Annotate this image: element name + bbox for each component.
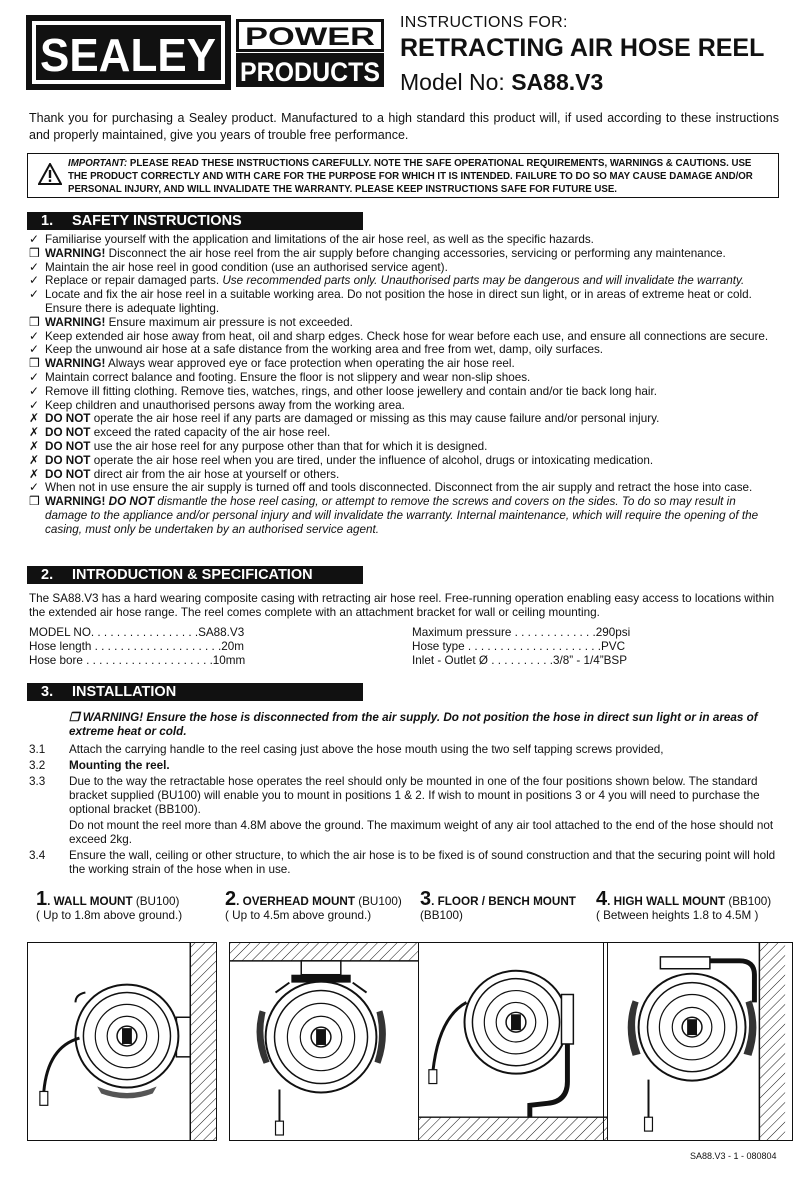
model-number: SA88.V3 (511, 69, 604, 95)
safety-item (29, 247, 781, 261)
safety-item-body: Maintain correct balance and footing. Ensure the floor is not slippery and wear non-slip shoes. (45, 370, 531, 384)
mount-note: (BB100) (420, 909, 463, 922)
safety-item-text (45, 440, 781, 454)
step-text: Attach the carrying handle to the reel casing just above the hose mouth using the two self tapping screws provided, (69, 743, 664, 756)
sealey-logo (26, 15, 231, 90)
important-box (27, 153, 779, 198)
safety-item-emphasis: DO NOT (45, 412, 91, 426)
safety-item (29, 371, 781, 385)
warning-box-icon: ❒ (29, 494, 40, 509)
power-products-logo (236, 19, 384, 87)
safety-item (29, 330, 781, 344)
overhead-mount-illustration (229, 942, 419, 1141)
safety-item-text (45, 274, 781, 288)
safety-item-emphasis: DO NOT (45, 426, 91, 440)
step-text: Mounting the reel. (69, 759, 170, 772)
safety-item-body: Familiarise yourself with the application and limitations of the air hose reel, as well as the specific hazards. (45, 233, 594, 246)
section-number: 3. (41, 684, 54, 700)
safety-item (29, 274, 781, 288)
safety-item-body: When not in use ensure the air supply is turned off and tools disconnected. Disconnect from the air supply and retract the hose into case. (45, 481, 753, 495)
safety-item-text (45, 412, 781, 426)
safety-item (29, 316, 781, 330)
install-step (29, 775, 781, 817)
spec-column-left (29, 626, 245, 668)
check-icon: ✓ (29, 342, 40, 357)
safety-item (29, 495, 781, 536)
installation-warning: ❒ WARNING! Ensure the hose is disconnected from the air supply. Do not position the hose in direct sun light or in areas of extreme heat or cold. (69, 711, 758, 738)
model-label: Model No: (400, 69, 512, 95)
check-icon: ✓ (29, 232, 40, 246)
safety-item-text (45, 481, 781, 495)
step-number: 3.2 (29, 759, 46, 772)
step-number: 3.1 (29, 743, 46, 756)
safety-item-emphasis: DO NOT (45, 453, 91, 467)
safety-item (29, 343, 781, 357)
page-footer: SA88.V3 - 1 - 080804 (690, 1151, 777, 1161)
spec-row: Hose type . . . . . . . . . . . . . . . . . . . . .PVC (412, 640, 626, 653)
cross-icon: ✗ (29, 466, 40, 481)
safety-item (29, 288, 781, 316)
safety-item-emphasis: WARNING! (45, 246, 106, 260)
mount-title: FLOOR / BENCH MOUNT (437, 895, 576, 908)
safety-item-emphasis: DO NOT (45, 439, 91, 453)
safety-list (29, 233, 781, 537)
safety-item (29, 261, 781, 275)
safety-item (29, 426, 781, 440)
safety-item-body: Always wear approved eye or face protection when operating the air hose reel. (105, 357, 515, 371)
installation-text (29, 711, 781, 877)
section-number: 2. (41, 567, 54, 583)
safety-item-text (45, 371, 781, 385)
spec-row: Hose length . . . . . . . . . . . . . . . . . . . .20m (29, 640, 244, 653)
safety-item-text (45, 343, 781, 357)
safety-item-body: Locate and fix the air hose reel in a suitable working area. Do not position the hose in direct sun light, or in areas of extreme heat or cold. Ensure there is adequate lighting. (45, 288, 752, 315)
mount-bracket: (BB100) (725, 895, 772, 908)
model-line (400, 69, 790, 96)
mount-number: 3 (420, 888, 432, 910)
safety-item (29, 468, 781, 482)
step-number (29, 819, 69, 847)
spec-row: Hose bore . . . . . . . . . . . . . . . . . . . .10mm (29, 654, 246, 667)
spec-row: Maximum pressure . . . . . . . . . . . . .290psi (412, 626, 631, 639)
install-step (29, 743, 781, 757)
warning-box-icon: ❒ (29, 356, 40, 371)
instructions-for: INSTRUCTIONS FOR: (400, 14, 568, 31)
important-text: PLEASE READ THESE INSTRUCTIONS CAREFULLY. NOTE THE SAFE OPERATIONAL REQUIREMENTS, WARNINGS & CAUTIONS. USE THE PRODUCT CORRECTLY AND WITH CARE FOR THE PURPOSE FOR WHICH IT IS INTENDED. FAILURE TO DO SO MAY CAUSE DAMAGE AND/OR PERSONAL INJURY, AND WILL INVALIDATE THE WARRANTY. PLEASE KEEP INSTRUCTIONS SAFE FOR FUTURE USE. (68, 158, 753, 195)
step-text: Due to the way the retractable hose operates the reel should only be mounted in one of the four positions shown below. The standard bracket supplied (BU100) will enable you to mount in positions 1 & 2. If wish to mount in positions 3 or 4 you will need to purchase the optional bracket (BB100). (69, 775, 760, 816)
safety-item-text (45, 357, 781, 371)
warning-box-icon: ❒ (29, 314, 40, 329)
check-icon: ✓ (29, 480, 40, 495)
mount-bracket: (BU100) (354, 895, 402, 908)
warning-triangle-icon (38, 163, 62, 185)
check-icon: ✓ (29, 273, 40, 288)
safety-item-text (45, 330, 781, 344)
warning-box-icon: ❒ (29, 245, 40, 260)
section-heading-installation (27, 683, 363, 701)
safety-item-text (45, 495, 781, 536)
check-icon: ✓ (29, 383, 40, 398)
mount-number: 2 (225, 888, 237, 910)
safety-item-text (45, 233, 781, 247)
safety-item-text (45, 385, 781, 399)
safety-item-text (45, 426, 781, 440)
safety-item-body: Ensure maximum air pressure is not exceeded. (105, 315, 353, 329)
mount-note: ( Between heights 1.8 to 4.5M ) (596, 909, 759, 922)
cross-icon: ✗ (29, 452, 40, 467)
safety-item (29, 440, 781, 454)
install-step (29, 849, 781, 877)
section-number: 1. (41, 213, 54, 229)
cross-icon: ✗ (29, 411, 40, 426)
products-logo-text: PRODUCTS (240, 57, 380, 87)
spec-row: Inlet - Outlet Ø . . . . . . . . . .3/8” - 1/4”BSP (412, 654, 627, 667)
mount-bracket: (BU100) (132, 895, 180, 908)
mount-caption-3: 3. FLOOR / BENCH MOUNT (BB100) (420, 888, 576, 922)
cross-icon: ✗ (29, 438, 40, 453)
install-step (29, 759, 781, 773)
specification-intro: The SA88.V3 has a hard wearing composite casing with retracting air hose reel. Free-running operation enabling easy access to locations within the extended air hose range. The reel comes complete with an attachment bracket for wall or ceiling mounting. (29, 592, 775, 619)
safety-item (29, 481, 781, 495)
safety-item-emphasis: WARNING! (45, 357, 106, 371)
mount-note: ( Up to 4.5m above ground.) (225, 909, 372, 922)
check-icon: ✓ (29, 328, 40, 343)
safety-item-body: Keep children and unauthorised persons away from the working area. (45, 398, 405, 412)
safety-item-body: operate the air hose reel if any parts are damaged or missing as this may cause failure and/or personal injury. (90, 412, 660, 426)
safety-item-text (45, 247, 781, 261)
install-step (29, 819, 781, 847)
high-wall-mount-illustration (603, 942, 793, 1141)
cross-icon: ✗ (29, 425, 40, 440)
safety-item-body: Replace or repair damaged parts. (45, 274, 223, 288)
safety-item-emphasis-italic: DO NOT (105, 495, 155, 509)
step-number: 3.3 (29, 775, 46, 788)
safety-item-italic: Use recommended parts only. Unauthorised parts may be dangerous and will invalidate the warranty. (222, 274, 745, 288)
floor-bench-mount-illustration (418, 942, 608, 1141)
safety-item-italic: dismantle the hose reel casing, or attempt to remove the screws and covers on the sides. To do so may result in damage to the appliance and/or personal injury and will invalidate the warranty. Internal maintenance, which will require the opening of the casing, must only be undertaken by an authorised service agent. (45, 495, 759, 536)
safety-item-text (45, 316, 781, 330)
safety-item-body: Keep the unwound air hose at a safe distance from the working area and free from wet, damp, oily surfaces. (45, 343, 604, 357)
check-icon: ✓ (29, 369, 40, 384)
safety-item-body: Maintain the air hose reel in good condition (use an authorised service agent). (45, 260, 448, 274)
safety-item (29, 412, 781, 426)
check-icon: ✓ (29, 259, 40, 274)
step-text: Do not mount the reel more than 4.8M above the ground. The maximum weight of any air tool attached to the end of the hose should not exceed 2kg. (69, 819, 774, 846)
safety-item-text (45, 454, 781, 468)
sealey-logo-text: SEALEY (40, 29, 216, 81)
wall-mount-illustration (27, 942, 217, 1141)
check-icon: ✓ (29, 287, 40, 302)
safety-item-body: Disconnect the air hose reel from the air supply before changing accessories, servicing or performing any maintenance. (105, 246, 726, 260)
safety-item-emphasis: WARNING! (45, 495, 106, 509)
mount-title: HIGH WALL MOUNT (613, 895, 726, 908)
safety-item-body: Remove ill fitting clothing. Remove ties, watches, rings, and other loose jewellery and contain and/or tie back long hair. (45, 384, 657, 398)
safety-item-text (45, 468, 781, 482)
safety-item-body: exceed the rated capacity of the air hose reel. (90, 426, 331, 440)
section-heading-safety (27, 212, 363, 230)
mount-caption-4: 4. HIGH WALL MOUNT (BB100) ( Between heights 1.8 to 4.5M ) (596, 888, 772, 922)
safety-item-body: use the air hose reel for any purpose other than that for which it is designed. (90, 439, 488, 453)
important-label: IMPORTANT: (68, 158, 128, 169)
safety-item (29, 357, 781, 371)
safety-item-text (45, 261, 781, 275)
document-title: RETRACTING AIR HOSE REEL (400, 34, 765, 62)
safety-item-text (45, 288, 781, 316)
safety-item-body: direct air from the air hose at yourself or others. (90, 467, 340, 481)
mount-caption-2: 2. OVERHEAD MOUNT (BU100) ( Up to 4.5m above ground.) (225, 888, 402, 922)
section-title: INSTALLATION (72, 684, 177, 700)
section-heading-intro-spec (27, 566, 363, 584)
safety-item (29, 454, 781, 468)
safety-item-emphasis: DO NOT (45, 467, 91, 481)
safety-item (29, 233, 781, 247)
mount-note: ( Up to 1.8m above ground.) (36, 909, 183, 922)
title-block (400, 14, 790, 96)
section-title: SAFETY INSTRUCTIONS (72, 213, 242, 229)
safety-item-emphasis: WARNING! (45, 315, 106, 329)
mount-number: 4 (596, 888, 608, 910)
mount-title: OVERHEAD MOUNT (242, 895, 355, 908)
safety-item-body: operate the air hose reel when you are tired, under the influence of alcohol, drugs or intoxicating medication. (90, 453, 654, 467)
mount-title: WALL MOUNT (53, 895, 133, 908)
power-logo-text: POWER (245, 23, 375, 51)
spec-column-right (412, 626, 630, 668)
mount-caption-1: 1. WALL MOUNT (BU100) ( Up to 1.8m above ground.) (36, 888, 183, 922)
safety-item-text (45, 399, 781, 413)
check-icon: ✓ (29, 397, 40, 412)
safety-item (29, 399, 781, 413)
intro-text: Thank you for purchasing a Sealey product. Manufactured to a high standard this product will, if used according to these instructions and properly maintained, give you years of trouble free performance. (29, 111, 779, 142)
mount-number: 1 (36, 888, 48, 910)
step-number: 3.4 (29, 849, 46, 862)
step-text: Ensure the wall, ceiling or other structure, to which the air hose is to be fixed is of sound construction and that the securing point will hold the working strain of the hose when in use. (69, 849, 776, 876)
safety-item-body: Keep extended air hose away from heat, oil and sharp edges. Check hose for wear before each use, and ensure all connections are secure. (45, 329, 769, 343)
safety-item (29, 385, 781, 399)
section-title: INTRODUCTION & SPECIFICATION (72, 567, 313, 583)
spec-row: MODEL NO. . . . . . . . . . . . . . . . .SA88.V3 (29, 626, 245, 639)
